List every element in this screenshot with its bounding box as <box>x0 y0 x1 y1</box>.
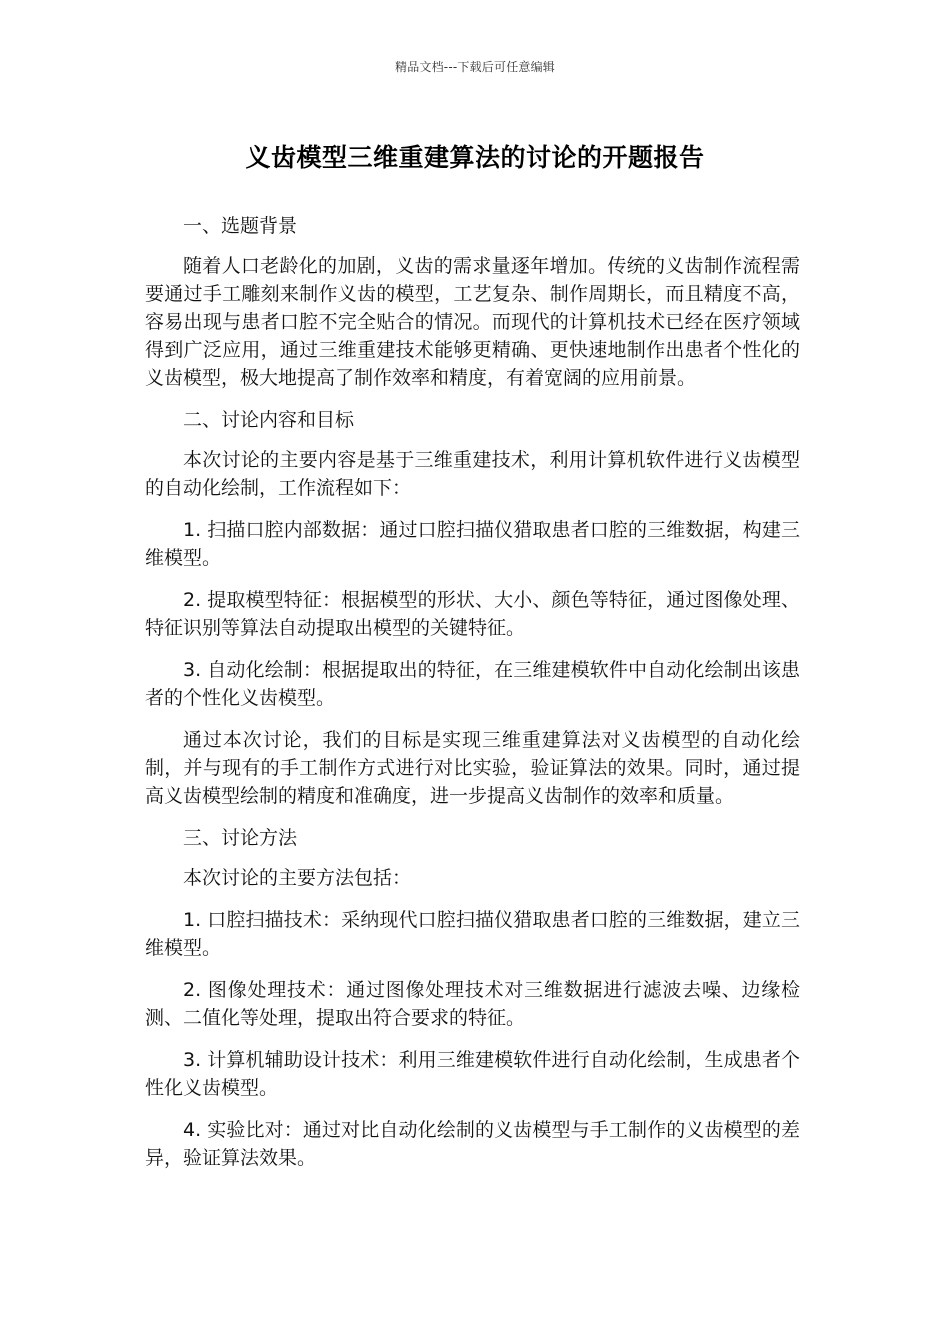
document-title: 义齿模型三维重建算法的讨论的开题报告 <box>245 143 705 172</box>
list-item-experiment: 4. 实验比对：通过对比自动化绘制的义齿模型与手工制作的义齿模型的差异，验证算法效果。 <box>145 1119 800 1169</box>
paragraph-methods-intro: 本次讨论的主要方法包括： <box>183 867 412 889</box>
document-body <box>145 212 800 1186</box>
section-heading-background: 一、选题背景 <box>183 215 298 237</box>
section-heading-content-goals: 二、讨论内容和目标 <box>183 409 355 431</box>
list-item-auto-drawing: 3. 自动化绘制：根据提取出的特征，在三维建模软件中自动化绘制出该患者的个性化义齿模型。 <box>145 659 800 709</box>
section-heading-methods: 三、讨论方法 <box>183 827 298 849</box>
list-item-image-processing: 2. 图像处理技术：通过图像处理技术对三维数据进行滤波去噪、边缘检测、二值化等处理，提取出符合要求的特征。 <box>145 979 800 1029</box>
paragraph-background: 随着人口老龄化的加剧，义齿的需求量逐年增加。传统的义齿制作流程需要通过手工雕刻来制作义齿的模型，工艺复杂、制作周期长，而且精度不高，容易出现与患者口腔不完全贴合的情况。而现代的计算机技术已经在医疗领域得到广泛应用，通过三维重建技术能够更精确、更快速地制作出患者个性化的义齿模型，极大地提高了制作效率和精度，有着宽阔的应用前景。 <box>145 255 800 389</box>
list-item-feature-extraction: 2. 提取模型特征：根据模型的形状、大小、颜色等特征，通过图像处理、特征识别等算法自动提取出模型的关键特征。 <box>145 589 800 639</box>
header-note: 精品文档---下载后可任意编辑 <box>395 60 555 74</box>
list-item-scan: 1. 扫描口腔内部数据：通过口腔扫描仪猎取患者口腔的三维数据，构建三维模型。 <box>145 519 800 569</box>
list-item-oral-scan-tech: 1. 口腔扫描技术：采纳现代口腔扫描仪猎取患者口腔的三维数据，建立三维模型。 <box>145 909 800 959</box>
list-item-cad: 3. 计算机辅助设计技术：利用三维建模软件进行自动化绘制，生成患者个性化义齿模型。 <box>145 1049 800 1099</box>
paragraph-goals: 通过本次讨论，我们的目标是实现三维重建算法对义齿模型的自动化绘制，并与现有的手工制作方式进行对比实验，验证算法的效果。同时，通过提高义齿模型绘制的精度和准确度，进一步提高义齿制作的效率和质量。 <box>145 729 800 807</box>
paragraph-content-intro: 本次讨论的主要内容是基于三维重建技术，利用计算机软件进行义齿模型的自动化绘制，工作流程如下： <box>145 449 800 499</box>
